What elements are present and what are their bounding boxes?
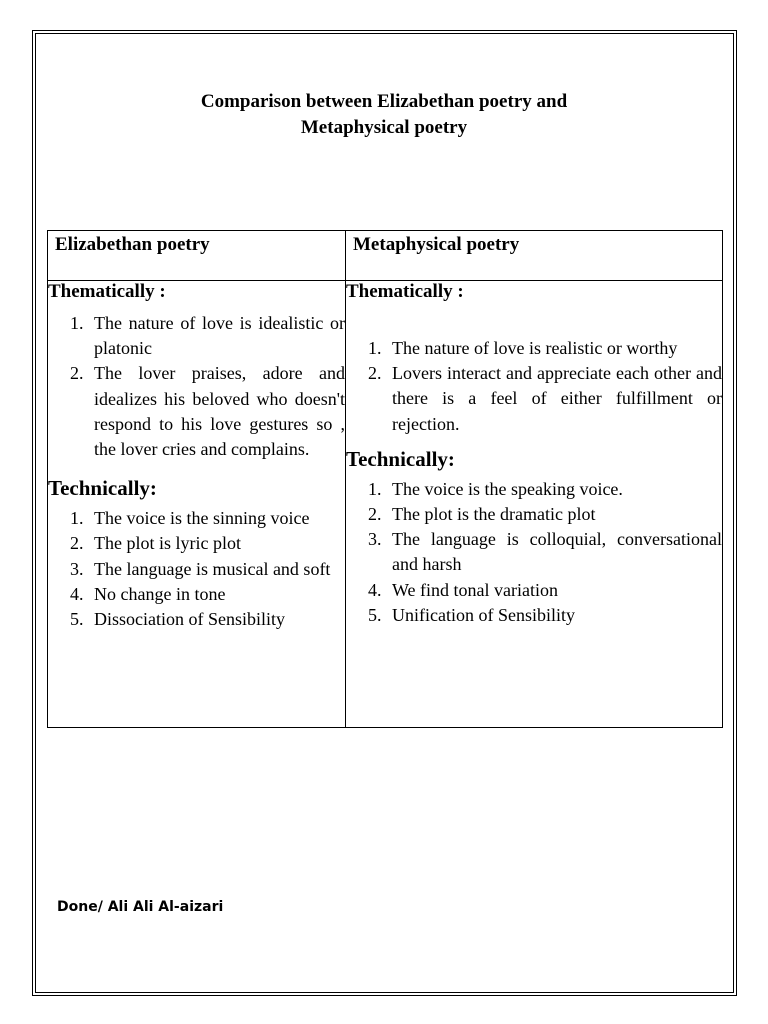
list-item: The language is musical and soft	[94, 558, 331, 579]
list-item: The nature of love is idealistic or platonic	[94, 313, 345, 359]
table-header-row	[48, 231, 723, 281]
heading-elizabethan: Elizabethan poetry	[55, 234, 210, 255]
header-cell-metaphysical	[346, 231, 723, 281]
left-themes-list	[48, 311, 345, 462]
list-item: The language is colloquial, conversational and harsh	[392, 529, 722, 575]
left-technically-label: Technically:	[48, 476, 157, 501]
list-item: Lovers interact and appreciate each other and there is a feel of either fulfillment or rejection.	[392, 363, 722, 434]
list-item: Dissociation of Sensibility	[94, 609, 285, 630]
list-item: The voice is the speaking voice.	[392, 478, 623, 499]
list-item: The voice is the sinning voice	[94, 508, 310, 529]
document-title	[34, 89, 734, 141]
title-line-2: Metaphysical poetry	[300, 117, 468, 138]
list-item: The plot is the dramatic plot	[392, 504, 596, 525]
list-item: The lover praises, adore and idealizes his beloved who doesn't respond to his love gestures so , the lover cries and complains.	[94, 363, 345, 460]
left-thematically-label: Thematically :	[48, 281, 166, 302]
list-item: No change in tone	[94, 583, 226, 604]
heading-metaphysical: Metaphysical poetry	[353, 234, 520, 255]
author-signature: Done/ Ali Ali Al-aizari	[57, 899, 224, 915]
right-technically-label: Technically:	[346, 446, 455, 471]
right-themes-list	[346, 336, 722, 437]
cell-elizabethan	[48, 281, 346, 728]
header-cell-elizabethan	[48, 231, 346, 281]
right-techniques-list	[346, 477, 722, 628]
left-techniques-list	[48, 506, 345, 632]
cell-metaphysical	[346, 281, 723, 728]
title-line-1: Comparison between Elizabethan poetry and	[200, 91, 568, 112]
list-item: We find tonal variation	[392, 579, 558, 600]
comparison-table	[47, 230, 723, 728]
table-body-row	[48, 281, 723, 728]
list-item: The plot is lyric plot	[94, 533, 241, 554]
list-item: Unification of Sensibility	[392, 604, 575, 625]
list-item: The nature of love is realistic or worthy	[392, 338, 678, 358]
right-thematically-label: Thematically :	[346, 281, 464, 302]
